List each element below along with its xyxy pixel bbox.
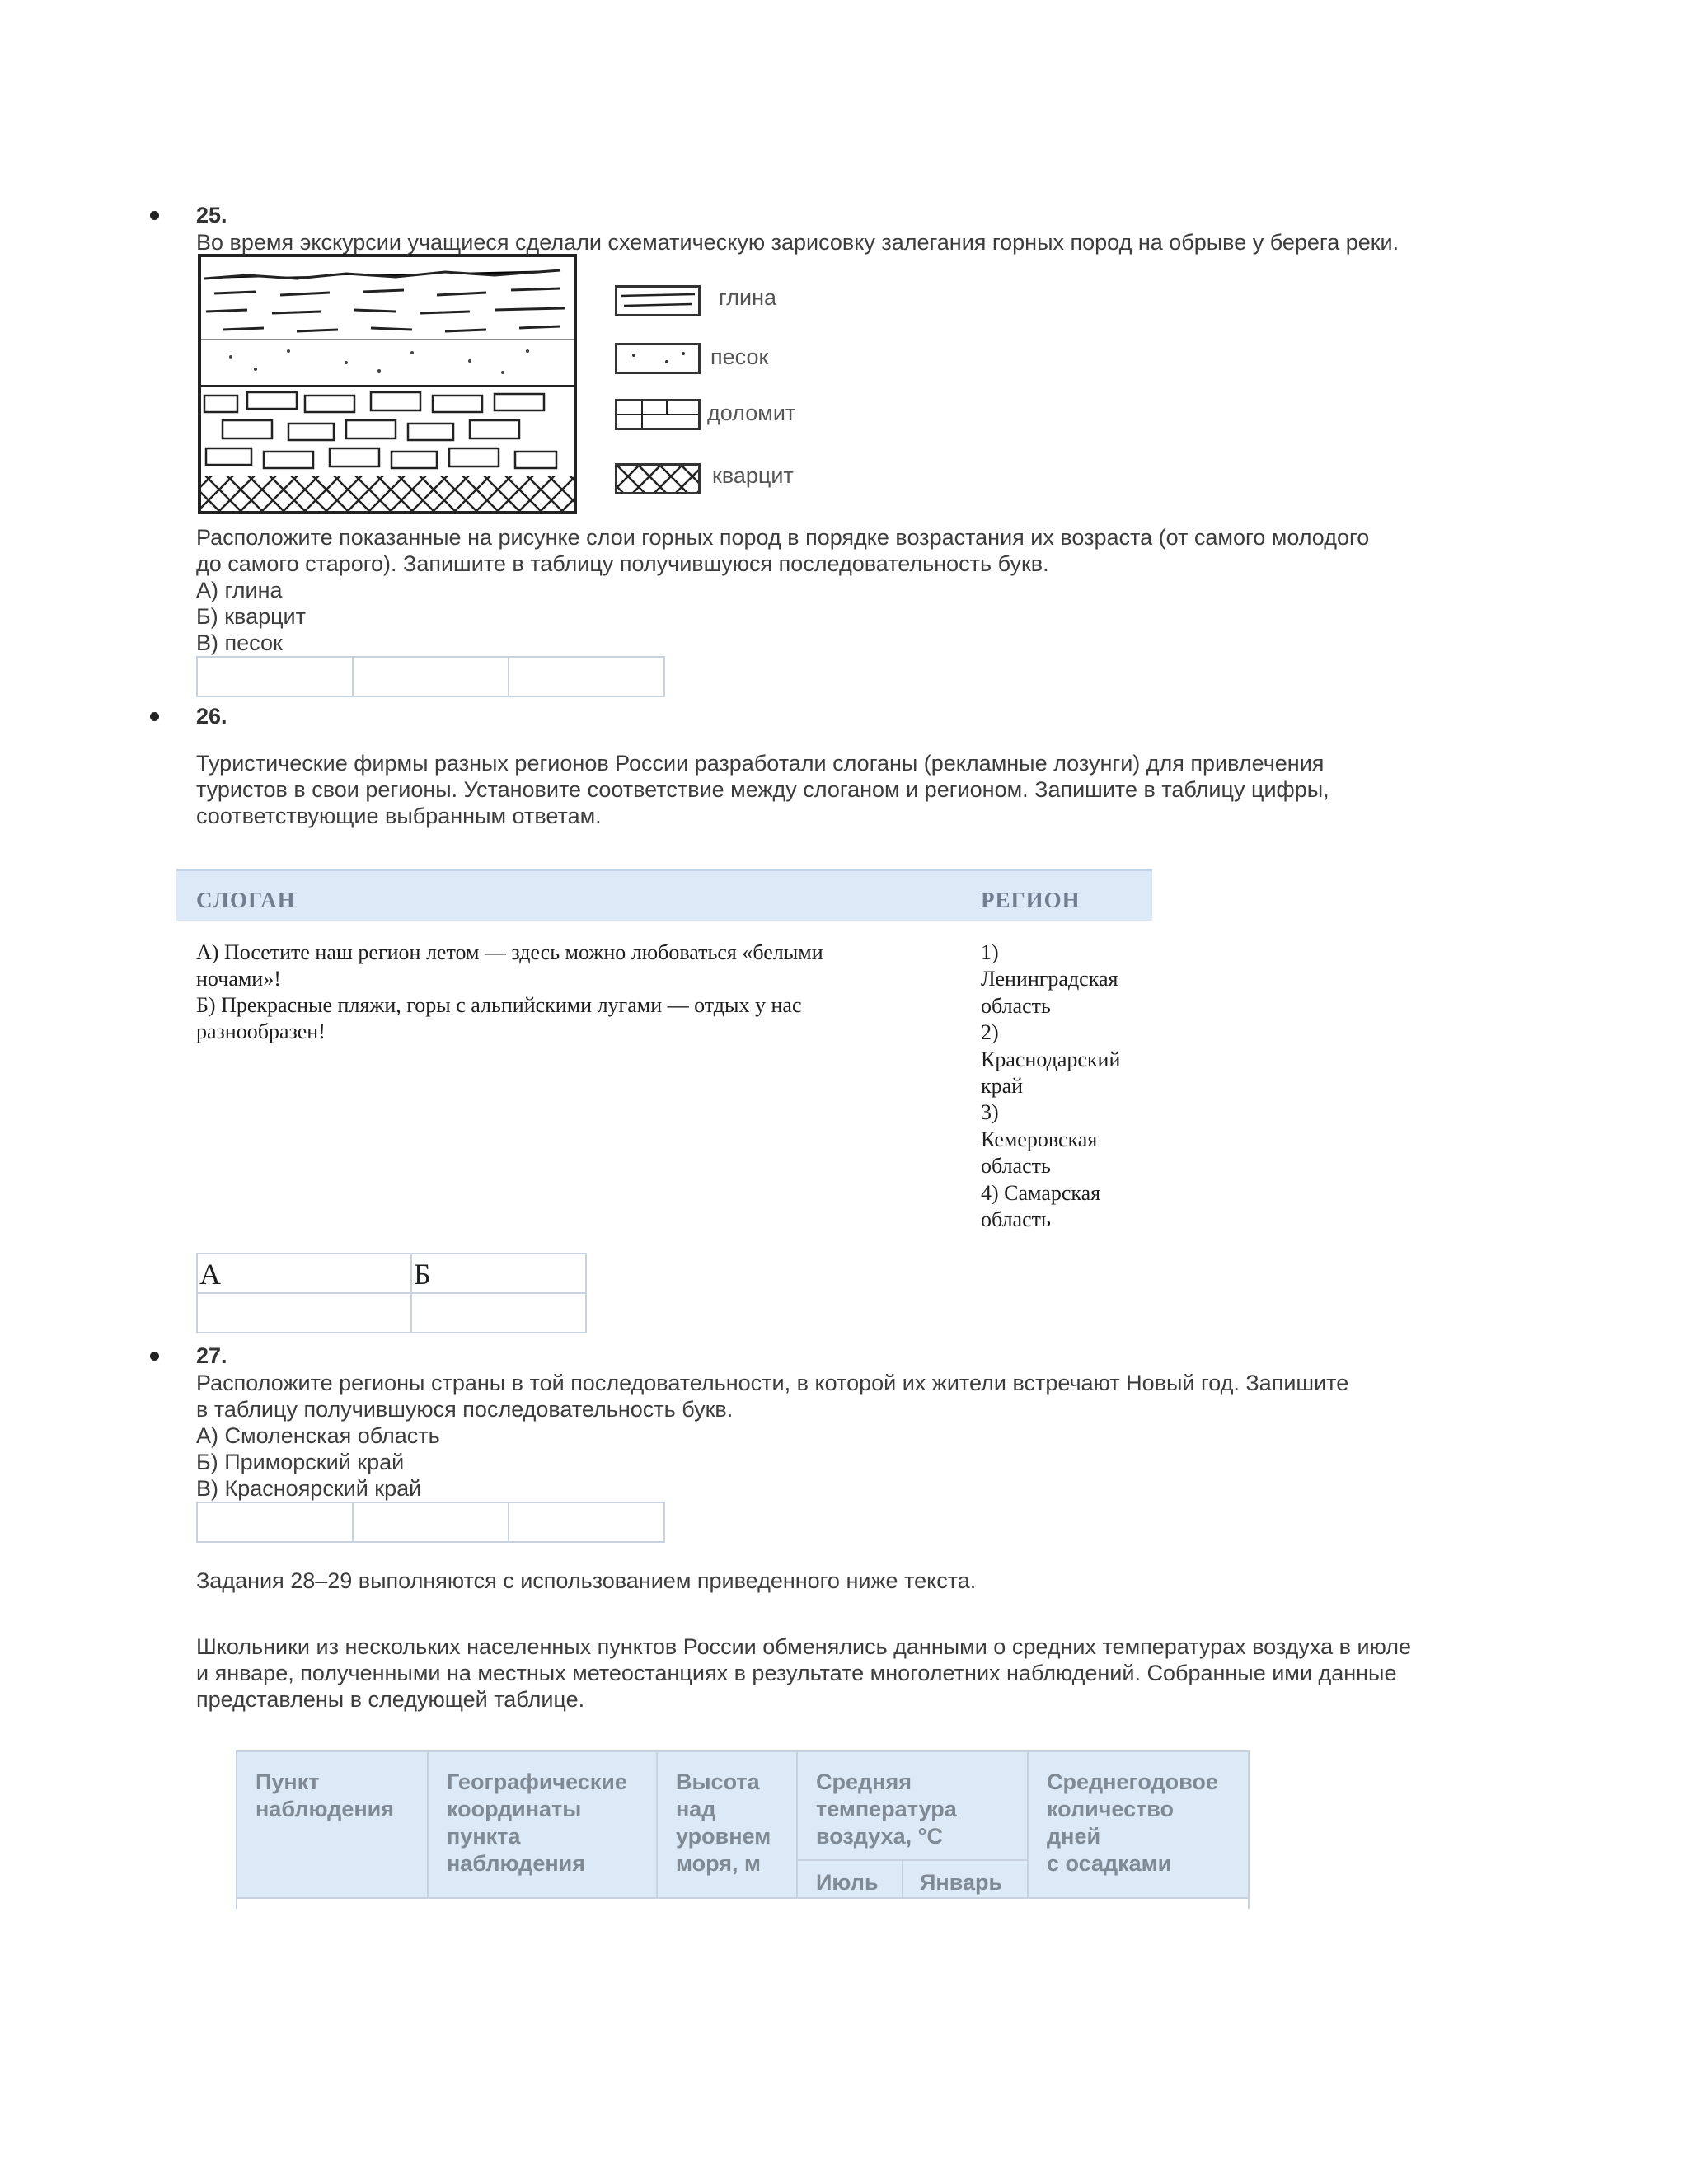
col-header-altitude: Высота над уровнем моря, м bbox=[676, 1769, 771, 1876]
header-region: РЕГИОН bbox=[981, 888, 1081, 912]
answer-cell-b[interactable] bbox=[410, 1292, 587, 1333]
slogan-line: Б) Прекрасные пляжи, горы с альпийскими лугами — отдых у нас bbox=[196, 993, 802, 1017]
tasks-28-29-text-line2: и январе, полученными на местных метеостанциях в результате многолетних наблюдений. Собранные ими данные bbox=[196, 1661, 1397, 1685]
matching-table-header bbox=[176, 869, 1152, 921]
col-header-january: Январь bbox=[920, 1870, 1003, 1895]
region-line: Ленинградская bbox=[981, 967, 1118, 991]
question-26-intro-line1: Туристические фирмы разных регионов России разработали слоганы (рекламные лозунги) для привлечения bbox=[196, 751, 1325, 776]
tasks-28-29-note: Задания 28–29 выполняются с использованием приведенного ниже текста. bbox=[196, 1568, 977, 1593]
answer-header-a: А bbox=[196, 1253, 412, 1294]
answer-table-25 bbox=[196, 656, 663, 697]
region-line: область bbox=[981, 993, 1051, 1018]
question-25-task-line1: Расположите показанные на рисунке слои горных пород в порядке возрастания их возраста (от самого молодого bbox=[196, 525, 1370, 550]
answer-cell-a[interactable] bbox=[196, 1292, 412, 1333]
quartzite-layer bbox=[201, 476, 574, 511]
col-header-avg-temperature: Средняя температура воздуха, °С bbox=[816, 1769, 957, 1849]
question-25-task-line2: до самого старого). Запишите в таблицу получившуюся последовательность букв. bbox=[196, 551, 1049, 576]
question-number-27: 27. bbox=[196, 1343, 227, 1368]
slogan-line: А) Посетите наш регион летом — здесь можно любоваться «белыми bbox=[196, 940, 823, 964]
region-line: Краснодарский bbox=[981, 1047, 1121, 1071]
slogans-list bbox=[196, 940, 823, 1045]
answer-header-b: Б bbox=[410, 1253, 587, 1294]
answer-cell[interactable] bbox=[196, 1502, 354, 1543]
legend-label-clay: глина bbox=[719, 285, 777, 310]
region-line: Кемеровская bbox=[981, 1127, 1098, 1151]
question-27-option-a: А) Смоленская область bbox=[196, 1423, 440, 1448]
question-26-intro-line3: соответствующие выбранным ответам. bbox=[196, 804, 602, 828]
tasks-28-29-text-line3: представлены в следующей таблице. bbox=[196, 1687, 585, 1712]
region-line: край bbox=[981, 1074, 1024, 1099]
question-25-intro: Во время экскурсии учащиеся сделали схематическую зарисовку залегания горных пород на обрыве у берега реки. bbox=[196, 230, 1400, 255]
answer-cell[interactable] bbox=[508, 656, 665, 697]
question-27-task-line2: в таблицу получившуюся последовательность букв. bbox=[196, 1397, 734, 1422]
legend-swatch-dolomite bbox=[615, 399, 701, 430]
question-number-26: 26. bbox=[196, 704, 227, 729]
slogan-line: разнообразен! bbox=[196, 1019, 326, 1043]
answer-cell[interactable] bbox=[352, 656, 509, 697]
answer-cell[interactable] bbox=[508, 1502, 665, 1543]
legend-swatch-quartzite bbox=[615, 463, 701, 494]
bullet-27 bbox=[150, 1352, 159, 1361]
question-26-intro-line2: туристов в свои регионы. Установите соответствие между слоганом и регионом. Запишите в таблицу цифры, bbox=[196, 777, 1329, 802]
answer-table-27 bbox=[196, 1502, 663, 1543]
temperature-table-header bbox=[236, 1750, 1250, 1909]
region-line: 2) bbox=[981, 1020, 999, 1045]
bullet-25 bbox=[150, 211, 159, 220]
col-header-station: Пункт наблюдения bbox=[256, 1769, 394, 1821]
answer-cell[interactable] bbox=[352, 1502, 509, 1543]
question-27-task-line1: Расположите регионы страны в той последовательности, в которой их жители встречают Новый год. Запишите bbox=[196, 1371, 1349, 1395]
col-header-coordinates: Географические координаты пункта наблюдения bbox=[447, 1769, 627, 1876]
legend-swatch-clay bbox=[615, 285, 701, 316]
question-25-option-c: В) песок bbox=[196, 630, 283, 655]
header-slogan: СЛОГАН bbox=[196, 888, 296, 912]
region-line: 3) bbox=[981, 1100, 999, 1125]
legend-label-sand: песок bbox=[710, 344, 769, 369]
answer-cell[interactable] bbox=[196, 656, 354, 697]
rock-layers-diagram bbox=[198, 254, 579, 516]
region-line: область bbox=[981, 1154, 1051, 1179]
question-27-option-b: Б) Приморский край bbox=[196, 1450, 405, 1474]
col-header-july: Июль bbox=[816, 1870, 879, 1895]
question-27-option-c: В) Красноярский край bbox=[196, 1476, 422, 1501]
question-number-25: 25. bbox=[196, 203, 227, 227]
legend-swatch-sand bbox=[615, 343, 701, 374]
col-header-precipitation-days: Среднегодовое количество дней с осадками bbox=[1047, 1769, 1218, 1876]
legend-label-quartzite: кварцит bbox=[712, 463, 794, 488]
region-line: область bbox=[981, 1207, 1051, 1232]
regions-list bbox=[981, 940, 1120, 1233]
bullet-26 bbox=[150, 712, 159, 721]
legend-label-dolomite: доломит bbox=[707, 401, 796, 425]
region-line: 4) Самарская bbox=[981, 1180, 1101, 1205]
region-line: 1) bbox=[981, 940, 999, 964]
tasks-28-29-text-line1: Школьники из нескольких населенных пунктов России обменялись данными о средних температурах воздуха в июле bbox=[196, 1634, 1411, 1659]
question-25-option-a: А) глина bbox=[196, 578, 283, 602]
question-25-option-b: Б) кварцит bbox=[196, 604, 307, 629]
answer-table-26 bbox=[196, 1253, 585, 1335]
slogan-line: ночами»! bbox=[196, 967, 281, 991]
